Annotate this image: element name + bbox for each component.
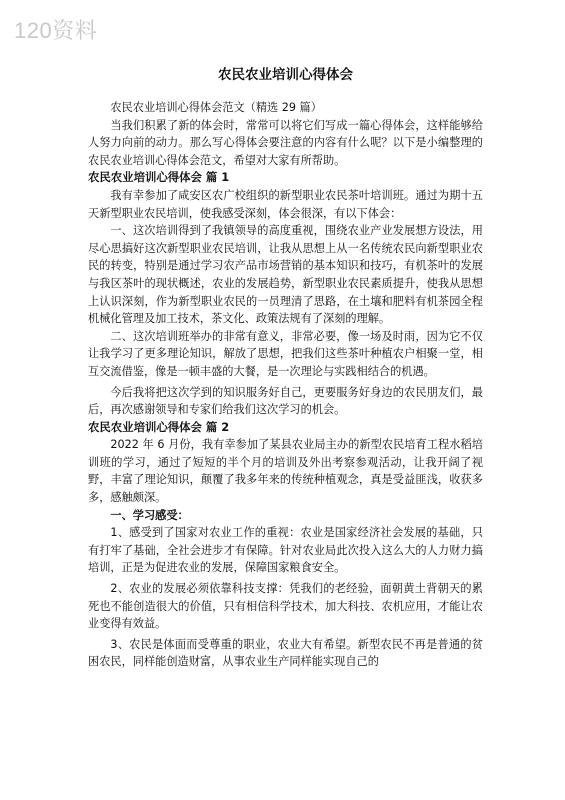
page-title: 农民农业培训心得体会: [218, 67, 353, 83]
section-1-paragraph: 二、这次培训班举办的非常有意义，非常必要，像一场及时雨，因为它不仅让我学习了更多理论知识，解放了思想，把我们这些茶叶种植农户相聚一堂，相互交流借鉴，像是一顿丰盛的大餐，是一次理论与实践相结合的机遇。: [88, 329, 483, 378]
section-2-heading: 农民农业培训心得体会 篇 2: [88, 419, 230, 434]
section-2-item: 1、感受到了国家对农业工作的重视：农业是国家经济社会发展的基础，只有打牢了基础，全社会进步才有保障。针对农业局此次投入这么大的人力财力搞培训，正是为促进农业的发展，保障国家粮食安全。: [88, 526, 483, 575]
watermark-logo: 120资料: [14, 18, 98, 43]
document-body: [88, 66, 483, 671]
intro-subtitle: 农民农业培训心得体会范文（精选 29 篇）: [110, 101, 322, 114]
section-1-paragraph: 我有幸参加了咸安区农广校组织的新型职业农民茶叶培训班。通过为期十五天新型职业农民培训，使我感受深刻，体会很深，有以下体会：: [88, 188, 483, 220]
intro-paragraph: 当我们积累了新的体会时，常常可以将它们写成一篇心得体会，这样能够给人努力向前的动力。那么写心得体会要注意的内容有什么呢？以下是小编整理的农民农业培训心得体会范文，希望对大家有所帮助。: [88, 118, 483, 167]
section-2-subheading: 一、学习感受：: [110, 508, 189, 522]
section-2-opening: 2022 年 6 月份，我有幸参加了某县农业局主办的新型农民培育工程水稻培训班的学习，通过了短短的半个月的培训及外出考察参观活动，让我开阔了视野，丰富了理论知识，颠覆了我多年来的传统种植观念，真是受益匪浅，收获多多，感触颇深。: [88, 438, 483, 505]
section-1-paragraph: 一、这次培训得到了我镇领导的高度重视，围绕农业产业发展想方设法，用尽心思搞好这次新型职业农民培训，让我从思想上从一名传统农民向新型职业农民的转变，特别是通过学习农产品市场营销的基本知识和技巧，有机茶叶的发展与我区茶叶的现状概述，农业的发展趋势，新型职业农民素质提升，使我从思想上认识深刻，作为新型职业农民的一员理清了思路，在土壤和肥料有机茶园全程机械化管理及加工技术，茶文化、政策法规有了深刻的理解。: [88, 224, 483, 326]
section-1-heading: 农民农业培训心得体会 篇 1: [88, 170, 230, 185]
section-1-paragraph: 今后我将把这次学到的知识服务好自己，更要服务好身边的农民朋友们，最后，再次感谢领导和专家们给我们这次学习的机会。: [88, 385, 483, 417]
section-2-item: 2、农业的发展必须依靠科技支撑：凭我们的老经验，面朝黄土背朝天的累死也不能创造很大的价值，只有相信科学技术，加大科技、农机应用，才能让农业变得有效益。: [88, 582, 483, 631]
section-2-item: 3、农民是体面而受尊重的职业，农业大有希望。新型农民不再是普通的贫困农民，同样能创造财富，从事农业生产同样能实现自己的: [88, 637, 483, 669]
